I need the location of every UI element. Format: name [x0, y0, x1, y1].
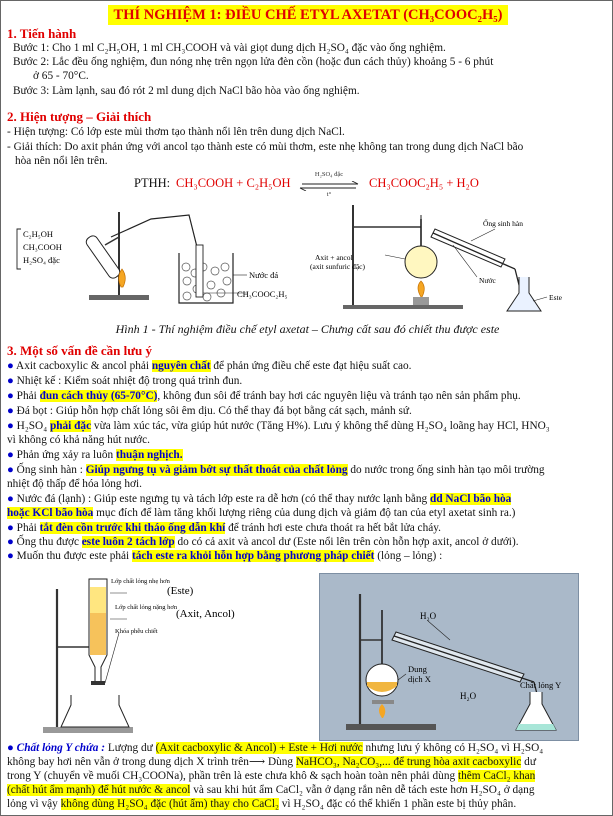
note-reversible: ● Phản ứng xảy ra luôn thuận nghịch.	[7, 449, 183, 461]
flask-label: Axit + ancol	[315, 253, 353, 262]
figure-distillation-photo	[319, 573, 579, 741]
phenomenon-text: - Hiện tượng: Có lớp este mùi thơm tạo thành nổi lên trên dung dịch NaCl.	[7, 126, 345, 138]
note-sulfuric-acid: ● H₂SO₄ phải đặc vừa làm xúc tác, vừa giúp hút nước (Tăng H%). Lưu ý không thể dùng H₂SO₄ loãng hay HCl, HNO₃	[7, 420, 550, 432]
equation-reactants: CH₃COOH + C₂H₅OH	[176, 176, 291, 190]
liquid-y-label: Chất lỏng Y	[520, 680, 562, 690]
arrow-condition-bottom: t°	[326, 191, 332, 198]
explanation-text-cont: hòa nên nổi lên trên.	[15, 155, 108, 167]
equation-label: PTHH:	[134, 176, 171, 190]
explanation-text: - Giải thích: Do axit phản ứng với ancol tạo thành este có mùi thơm, este nhẹ không tan trong dung dịch NaCl bão	[7, 141, 524, 153]
water-bottom-label: H₂O	[460, 691, 477, 701]
section-heading-notes: 3. Một số vấn đề cần lưu ý	[7, 343, 153, 358]
ester-product-label: CH₃COOC₂H₅	[237, 289, 288, 299]
liquid-y-line-4: (chất hút ẩm mạnh) để hút nước & ancol và sau khi hút ẩm CaCl₂ vẫn ở dạng rắn nên dễ tách este hơn H₂SO₄ ở dạng	[7, 784, 535, 796]
solution-x-label: Dung	[408, 664, 427, 674]
step-2: Bước 2: Lắc đều ống nghiệm, đun nóng nhẹ trên ngọn lửa đèn cồn (hoặc đun cách thủy) khoảng 5 - 6 phút	[13, 56, 494, 68]
note-pure-reagents: ● Axit cacboxylic & ancol phải nguyên chất để phản ứng điều chế este đạt hiệu suất cao.	[7, 360, 412, 372]
note-condenser: ● Ống sinh hàn : Giúp ngưng tụ và giảm bớt sự thất thoát của chất lỏng do nước trong ống sinh hàn tạo môi trường	[7, 464, 545, 476]
equation-products: CH₃COOC₂H₅ + H₂O	[369, 176, 479, 190]
water-top-label: H₂O	[420, 611, 437, 621]
top-layer-label: Lớp chất lỏng nhẹ hơn	[111, 578, 170, 585]
bottom-layer-label: Lớp chất lỏng nặng hơn	[115, 604, 178, 611]
figure-separatory-funnel	[31, 567, 291, 737]
condenser-label: Ống sinh hàn	[483, 219, 523, 228]
note-extraction: ● Muốn thu được este phải tách este ra khỏi hỗn hợp bằng phương pháp chiết (lỏng – lỏng) :	[7, 550, 443, 562]
liquid-y-line-2: không bay hơi nên vẫn ở trong dung dịch X trình trên⟶ Dùng NaHCO₃, Na₂CO₃,... để trung hòa axit cacboxylic dư	[7, 756, 536, 768]
reagent-acetic-acid: CH₃COOH	[23, 242, 62, 252]
note-water-bath: ● Phải đun cách thủy (65-70°C), không đun sôi để tránh bay hơi các nguyên liệu và tránh tạo nên sản phẩm phụ.	[7, 390, 521, 402]
reversible-arrow-icon	[298, 181, 360, 191]
note-condenser-cont: nhiệt độ thấp để hóa lỏng hơi.	[7, 478, 142, 490]
liquid-y-line-3: trong Y (chuyển về muối CH₃COONa), phần trên là este chưa khô & sạch hoàn toàn nên phải dùng thêm CaCl₂ khan	[7, 770, 536, 782]
reagent-ethanol: C₂H₅OH	[23, 229, 54, 239]
water-label: Nước	[479, 276, 496, 285]
note-turn-off-lamp: ● Phải tắt đèn cồn trước khi tháo ống dẫn khí để tránh hơi este chưa thoát ra hết bắt lửa cháy.	[7, 522, 441, 534]
liquid-y-line-5: lỏng vì vậy không dùng H₂SO₄ đặc (hút ẩm) thay cho CaCl₂ vì H₂SO₄ đặc có thể khiến 1 phần este bị thủy phân.	[7, 798, 517, 810]
note-ice-water-cont: hoặc KCl bão hòa mục đích để làm tăng khối lượng riêng của dung dịch và giảm độ tan của etyl axetat sinh ra.)	[7, 507, 516, 519]
funnel-valve-label: Khóa phễu chiết	[115, 628, 158, 635]
page-title: THÍ NGHIỆM 1: ĐIỀU CHẾ ETYL AXETAT (CH₃COOC₂H₅)	[108, 5, 508, 25]
note-sulfuric-acid-cont: vì không có khả năng hút nước.	[7, 434, 150, 446]
section-heading-phenomenon: 2. Hiện tượng – Giải thích	[7, 109, 152, 124]
note-two-layers: ● Ống thu được este luôn 2 tách lớp do có cả axit và ancol dư (Este nổi lên trên còn hỗn hợp axit, ancol ở dưới).	[7, 536, 519, 548]
note-boiling-chips: ● Đá bọt : Giúp hỗn hợp chất lỏng sôi êm dịu. Có thể thay đá bọt bằng cát sạch, mảnh sứ.	[7, 405, 412, 417]
flask-sublabel: (axit sunfuric đặc)	[310, 262, 365, 271]
note-ice-water: ● Nước đá (lạnh) : Giúp este ngưng tụ và tách lớp este ra dễ hơn (có thể thay nước lạnh bằng dd NaCl bão hòa	[7, 493, 512, 505]
liquid-y-line-1: ● Chất lỏng Y chứa : Lượng dư (Axit cacboxylic & Ancol) + Este + Hơi nước nhưng lưu ý không có H₂SO₄ vì H₂SO₄	[7, 742, 544, 754]
acid-alcohol-layer-label: (Axit, Ancol)	[176, 608, 235, 620]
reagent-sulfuric-acid: H₂SO₄ đặc	[23, 255, 60, 265]
ester-flask-label: Este	[549, 293, 562, 302]
equation-arrow	[298, 171, 360, 199]
ester-layer-label: (Este)	[167, 585, 194, 597]
solution-x-label-cont: dịch X	[408, 674, 431, 684]
distillation-drawing	[320, 574, 578, 740]
step-3: Bước 3: Làm lạnh, sau đó rót 2 ml dung dịch NaCl bão hòa vào ống nghiệm.	[13, 85, 360, 97]
arrow-condition-top: H₂SO₄ đặc	[314, 171, 344, 178]
figure-1-caption: Hình 1 - Thí nghiệm điều chế etyl axetat – Chưng cất sau đó chiết thu được este	[115, 322, 500, 336]
note-thermometer: ● Nhiệt kế : Kiểm soát nhiệt độ trong quá trình đun.	[7, 375, 243, 387]
step-2-cont: ở 65 - 70°C.	[33, 70, 89, 82]
step-1: Bước 1: Cho 1 ml C₂H₅OH, 1 ml CH₃COOH và vài giọt dung dịch H₂SO₄ đặc vào ống nghiệm.	[13, 42, 446, 54]
figure-1-apparatus	[1, 197, 613, 321]
section-heading-procedure: 1. Tiến hành	[7, 26, 77, 41]
ice-water-label: Nước đá	[249, 270, 279, 280]
